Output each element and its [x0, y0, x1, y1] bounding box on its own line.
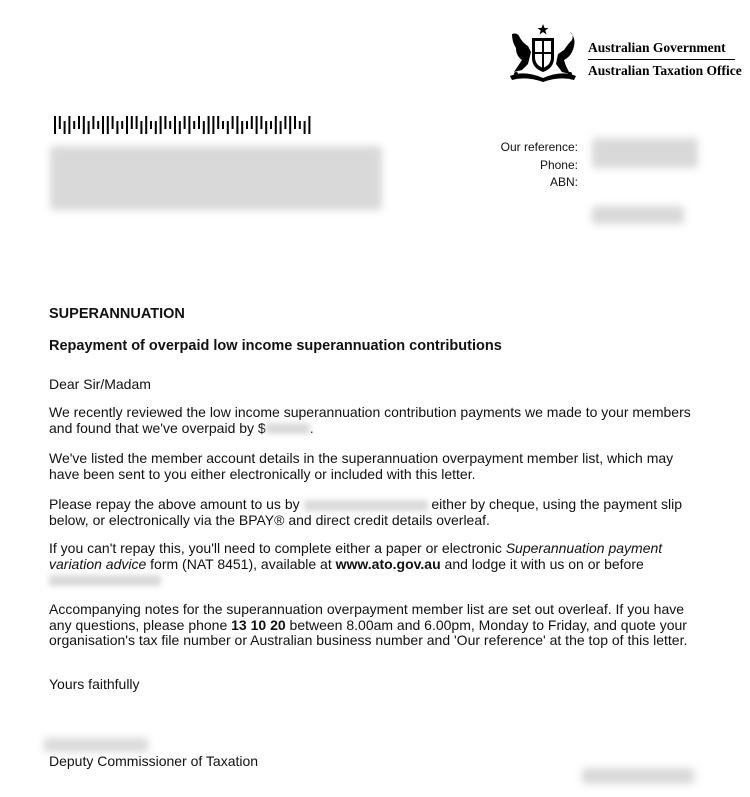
- postal-barcode: [54, 116, 314, 134]
- barcode-bar: [68, 116, 70, 134]
- date-redacted: [592, 206, 684, 224]
- barcode-bar: [150, 121, 152, 129]
- barcode-bar: [193, 121, 195, 129]
- closing: Yours faithfully: [49, 676, 140, 692]
- our-reference-label: Our reference:: [500, 140, 578, 154]
- barcode-bar: [299, 121, 301, 129]
- barcode-bar: [289, 116, 291, 134]
- office-name: Australian Taxation Office: [588, 63, 742, 78]
- form-name: Superannuation payment variation advice: [49, 540, 663, 572]
- p3-text-a: Please repay the above amount to us by: [49, 496, 300, 512]
- barcode-bar: [140, 121, 142, 134]
- p3-text-b: either by cheque, using the payment slip below, or electronically via the BPAY® and direct credit details overleaf.: [49, 496, 682, 528]
- letter-title: Repayment of overpaid low income superannuation contributions: [49, 338, 502, 354]
- reference-labels: [470, 139, 578, 192]
- barcode-bar: [107, 116, 109, 134]
- barcode-bar: [155, 121, 157, 134]
- signatory-name-redacted: [44, 738, 148, 752]
- p4-text-b: form (NAT 8451), available at: [146, 555, 336, 572]
- due-date-redacted: [304, 500, 428, 511]
- barcode-bar: [227, 121, 229, 134]
- government-header: [588, 40, 742, 79]
- barcode-bar: [169, 121, 171, 129]
- barcode-bar: [188, 116, 190, 134]
- barcode-bar: [241, 121, 243, 134]
- barcode-bar: [64, 121, 66, 134]
- barcode-bar: [160, 116, 162, 134]
- barcode-bar: [294, 116, 296, 129]
- barcode-bar: [116, 121, 118, 134]
- recipient-address-redacted: [50, 146, 382, 210]
- barcode-bar: [102, 116, 104, 134]
- barcode-bar: [92, 116, 94, 129]
- barcode-bar: [174, 116, 176, 134]
- barcode-bar: [179, 121, 181, 134]
- barcode-bar: [208, 116, 210, 134]
- barcode-bar: [246, 121, 248, 129]
- p1-end: .: [309, 419, 314, 436]
- barcode-bar: [280, 121, 282, 134]
- paragraph-member-list: We've listed the member account details in the superannuation overpayment member list, which may have been sent to you either electronically or included with this letter.: [49, 450, 674, 482]
- p5-text-b: between 8.00am and 6.00pm, Monday to Friday, and quote your organisation's tax file number or Australian business number and 'Our reference' at the top of this letter.: [49, 616, 688, 648]
- barcode-bar: [275, 116, 277, 134]
- barcode-bar: [222, 121, 224, 129]
- coat-of-arms-icon: [504, 22, 582, 84]
- government-name: Australian Government: [588, 40, 726, 55]
- barcode-bar: [256, 116, 258, 134]
- signatory-title: Deputy Commissioner of Taxation: [49, 753, 259, 769]
- p1-text: We recently reviewed the low income superannuation contribution payments we made to your members and found that we've overpaid by $: [49, 404, 691, 436]
- amount-redacted: [266, 423, 310, 434]
- barcode-bar: [265, 121, 267, 134]
- barcode-bar: [97, 121, 99, 129]
- barcode-bar: [83, 116, 85, 134]
- reference-values-redacted: [592, 138, 698, 168]
- barcode-bar: [212, 116, 214, 134]
- abn-label: ABN:: [549, 175, 578, 189]
- header-divider: [588, 59, 735, 60]
- p4-text-a: If you can't repay this, you'll need to complete either a paper or electronic: [49, 540, 506, 556]
- barcode-bar: [59, 116, 61, 129]
- barcode-bar: [304, 121, 306, 134]
- paragraph-overpayment: [49, 405, 701, 436]
- paragraph-contact: [49, 602, 701, 649]
- barcode-bar: [284, 116, 286, 129]
- barcode-bar: [232, 116, 234, 129]
- barcode-bar: [251, 116, 253, 129]
- barcode-bar: [136, 116, 138, 129]
- barcode-bar: [236, 116, 238, 134]
- document-id-redacted: [582, 768, 694, 784]
- barcode-bar: [260, 116, 262, 129]
- phone-label: Phone:: [539, 157, 578, 172]
- p4-text-c: and lodge it with us on or before: [440, 555, 644, 572]
- barcode-bar: [121, 121, 123, 129]
- phone-number: 13 10 20: [231, 616, 286, 633]
- letter-category: SUPERANNUATION: [49, 306, 185, 322]
- salutation: Dear Sir/Madam: [49, 376, 151, 392]
- barcode-bar: [164, 116, 166, 129]
- paragraph-repay: [49, 497, 701, 528]
- barcode-bar: [198, 116, 200, 129]
- barcode-bar: [145, 116, 147, 134]
- barcode-bar: [184, 116, 186, 129]
- barcode-bar: [126, 116, 128, 134]
- barcode-bar: [73, 121, 75, 129]
- barcode-bar: [78, 116, 80, 129]
- barcode-bar: [203, 121, 205, 134]
- p5-text-a: Accompanying notes for the superannuation overpayment member list are set out overleaf. If you have any questions, please phone: [49, 601, 685, 633]
- barcode-bar: [88, 121, 90, 134]
- ato-website-link[interactable]: www.ato.gov.au: [335, 555, 441, 572]
- barcode-bar: [131, 116, 133, 129]
- barcode-bar: [217, 116, 219, 129]
- paragraph-variation: [49, 541, 701, 588]
- barcode-bar: [308, 116, 310, 134]
- lodge-date-redacted: [49, 575, 161, 586]
- barcode-bar: [112, 116, 114, 129]
- barcode-bar: [270, 121, 272, 129]
- barcode-bar: [54, 116, 56, 134]
